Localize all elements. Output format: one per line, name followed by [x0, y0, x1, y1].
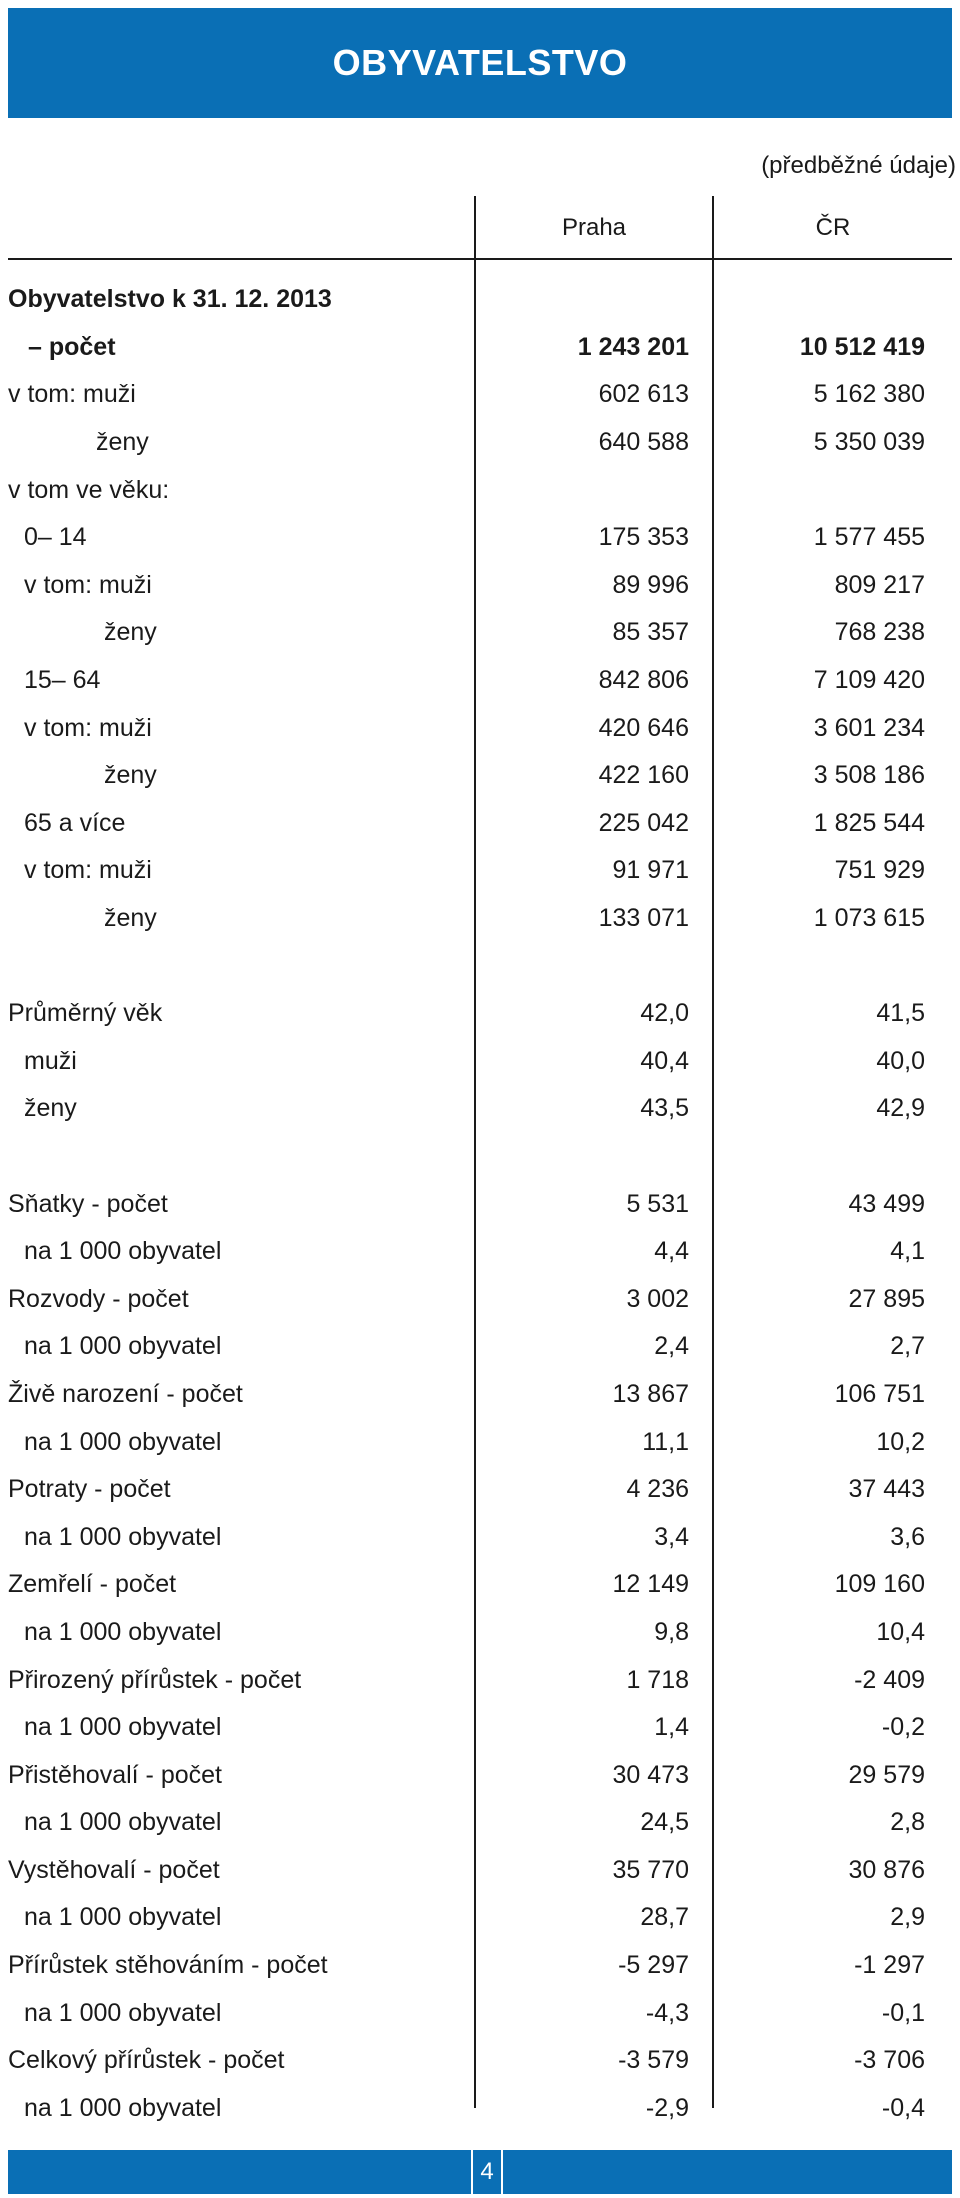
value-praha: 11,1 [642, 1427, 689, 1456]
row-label: muži [24, 1046, 77, 1075]
row-label: v tom ve věku: [8, 475, 170, 504]
value-cr: 40,0 [876, 1046, 925, 1075]
row-label: na 1 000 obyvatel [24, 1808, 222, 1837]
table-row [8, 1180, 952, 1228]
row-label: Potraty - počet [8, 1475, 171, 1504]
value-praha: 602 613 [598, 380, 689, 409]
value-praha: -2,9 [645, 2093, 689, 2122]
value-cr: 768 238 [834, 618, 925, 647]
value-cr: 109 160 [834, 1570, 925, 1599]
row-label: Živě narození - počet [8, 1379, 243, 1408]
row-label: Přírůstek stěhováním - počet [8, 1951, 328, 1980]
table-row [8, 1371, 952, 1419]
table-row [8, 276, 952, 324]
value-praha: 40,4 [640, 1046, 689, 1075]
value-praha: 5 531 [626, 1189, 689, 1218]
value-praha: 85 357 [612, 618, 689, 647]
value-praha: 42,0 [640, 999, 689, 1028]
value-cr: 106 751 [834, 1379, 925, 1408]
table-row [8, 752, 952, 800]
value-praha: 91 971 [612, 856, 689, 885]
value-cr: 2,9 [890, 1903, 925, 1932]
value-praha: 842 806 [598, 666, 689, 695]
value-cr: -2 409 [854, 1665, 925, 1694]
value-praha: 24,5 [640, 1808, 689, 1837]
row-label: na 1 000 obyvatel [24, 1522, 222, 1551]
statistics-table [8, 276, 952, 2132]
table-row [8, 1704, 952, 1752]
value-cr: 5 162 380 [813, 380, 925, 409]
row-label: v tom: muži [24, 570, 152, 599]
value-cr: 1 577 455 [813, 523, 925, 552]
row-label: na 1 000 obyvatel [24, 1237, 222, 1266]
table-row [8, 800, 952, 848]
value-praha: 2,4 [654, 1332, 689, 1361]
row-label: na 1 000 obyvatel [24, 1332, 222, 1361]
value-praha: -5 297 [618, 1951, 689, 1980]
table-row [8, 1275, 952, 1323]
table-row [8, 514, 952, 562]
preliminary-note: (předběžné údaje) [761, 152, 956, 179]
table-row [8, 1609, 952, 1657]
table-row [8, 1085, 952, 1133]
row-label: na 1 000 obyvatel [24, 1617, 222, 1646]
value-praha: 3 002 [626, 1284, 689, 1313]
value-praha: 28,7 [640, 1903, 689, 1932]
table-row [8, 562, 952, 610]
table-row [8, 1894, 952, 1942]
table-row [8, 1847, 952, 1895]
value-praha: 9,8 [654, 1617, 689, 1646]
value-cr: 27 895 [848, 1284, 925, 1313]
table-row [8, 466, 952, 514]
row-label: v tom: muži [24, 713, 152, 742]
value-praha: 1 243 201 [577, 332, 689, 361]
table-row [8, 1942, 952, 1990]
row-label: Vystěhovalí - počet [8, 1855, 220, 1884]
row-label: 0– 14 [24, 523, 87, 552]
value-praha: 640 588 [598, 428, 689, 457]
table-row [8, 1418, 952, 1466]
value-cr: 3 508 186 [813, 761, 925, 790]
footer-divider-right [501, 2150, 503, 2194]
header-divider [8, 258, 952, 260]
value-cr: 751 929 [834, 856, 925, 885]
table-row [8, 609, 952, 657]
page-footer [8, 2150, 952, 2194]
table-row [8, 895, 952, 943]
table-row [8, 1323, 952, 1371]
row-label: 15– 64 [24, 666, 101, 695]
row-label: 65 a více [24, 808, 126, 837]
value-praha: 422 160 [598, 761, 689, 790]
table-row [8, 1038, 952, 1086]
table-row [8, 1466, 952, 1514]
row-label: na 1 000 obyvatel [24, 1903, 222, 1932]
table-row [8, 942, 952, 990]
value-cr: 37 443 [848, 1475, 925, 1504]
value-cr: 41,5 [876, 999, 925, 1028]
value-praha: -3 579 [618, 2046, 689, 2075]
row-label: Zemřelí - počet [8, 1570, 177, 1599]
value-cr: 10,2 [876, 1427, 925, 1456]
row-label: na 1 000 obyvatel [24, 1427, 222, 1456]
value-praha: 420 646 [598, 713, 689, 742]
row-label: Rozvody - počet [8, 1284, 189, 1313]
table-row [8, 657, 952, 705]
row-label: Přistěhovalí - počet [8, 1760, 222, 1789]
row-label: Celkový přírůstek - počet [8, 2046, 285, 2075]
value-praha: -4,3 [645, 1998, 689, 2027]
value-cr: -0,1 [881, 1998, 925, 2027]
table-row [8, 324, 952, 372]
row-label: Přirozený přírůstek - počet [8, 1665, 302, 1694]
row-label: Průměrný věk [8, 999, 163, 1028]
row-label: – počet [28, 332, 116, 361]
column-header-cr: ČR [815, 214, 851, 241]
row-label: Obyvatelstvo k 31. 12. 2013 [8, 285, 332, 314]
value-praha: 4,4 [654, 1237, 689, 1266]
row-label: ženy [104, 761, 157, 790]
row-label: na 1 000 obyvatel [24, 2093, 222, 2122]
value-cr: 1 825 544 [813, 808, 925, 837]
value-cr: 2,8 [890, 1808, 925, 1837]
value-praha: 3,4 [654, 1522, 689, 1551]
value-cr: -0,4 [881, 2093, 925, 2122]
page-number: 4 [480, 2158, 494, 2185]
value-praha: 30 473 [612, 1760, 689, 1789]
value-cr: -0,2 [881, 1713, 925, 1742]
table-row [8, 1228, 952, 1276]
value-cr: 29 579 [848, 1760, 925, 1789]
table-row [8, 990, 952, 1038]
row-label: v tom: muži [8, 380, 136, 409]
row-label: ženy [104, 618, 157, 647]
page-title: OBYVATELSTVO [332, 42, 628, 83]
value-praha: 133 071 [598, 904, 689, 933]
value-praha: 1 718 [626, 1665, 689, 1694]
value-cr: 809 217 [834, 570, 925, 599]
value-cr: -1 297 [854, 1951, 925, 1980]
value-cr: 1 073 615 [813, 904, 925, 933]
value-cr: 42,9 [876, 1094, 925, 1123]
value-praha: 1,4 [654, 1713, 689, 1742]
row-label: Sňatky - počet [8, 1189, 168, 1218]
value-cr: 30 876 [848, 1855, 925, 1884]
column-header-praha: Praha [561, 214, 627, 241]
row-label: na 1 000 obyvatel [24, 1713, 222, 1742]
row-label: ženy [96, 428, 149, 457]
page-header [8, 8, 952, 118]
value-praha: 13 867 [612, 1379, 689, 1408]
value-cr: 10 512 419 [799, 332, 925, 361]
value-praha: 225 042 [598, 808, 689, 837]
value-cr: 2,7 [890, 1332, 925, 1361]
row-label: ženy [104, 904, 157, 933]
value-cr: 3,6 [890, 1522, 925, 1551]
table-row [8, 2085, 952, 2133]
table-row [8, 847, 952, 895]
table-row [8, 1799, 952, 1847]
table-row [8, 1513, 952, 1561]
value-cr: 3 601 234 [813, 713, 925, 742]
value-cr: 43 499 [848, 1189, 925, 1218]
table-row [8, 704, 952, 752]
table-row [8, 1751, 952, 1799]
value-cr: 5 350 039 [813, 428, 925, 457]
row-label: na 1 000 obyvatel [24, 1998, 222, 2027]
row-label: ženy [24, 1094, 77, 1123]
table-row [8, 1561, 952, 1609]
table-row [8, 1656, 952, 1704]
value-cr: -3 706 [854, 2046, 925, 2075]
value-praha: 89 996 [612, 570, 689, 599]
value-praha: 43,5 [640, 1094, 689, 1123]
value-praha: 175 353 [598, 523, 689, 552]
value-cr: 10,4 [876, 1617, 925, 1646]
value-cr: 4,1 [890, 1237, 925, 1266]
row-label: v tom: muži [24, 856, 152, 885]
value-praha: 12 149 [612, 1570, 689, 1599]
table-row [8, 1989, 952, 2037]
table-row [8, 419, 952, 467]
table-row [8, 2037, 952, 2085]
table-row [8, 371, 952, 419]
value-cr: 7 109 420 [813, 666, 925, 695]
value-praha: 4 236 [626, 1475, 689, 1504]
table-row [8, 1133, 952, 1181]
value-praha: 35 770 [612, 1855, 689, 1884]
